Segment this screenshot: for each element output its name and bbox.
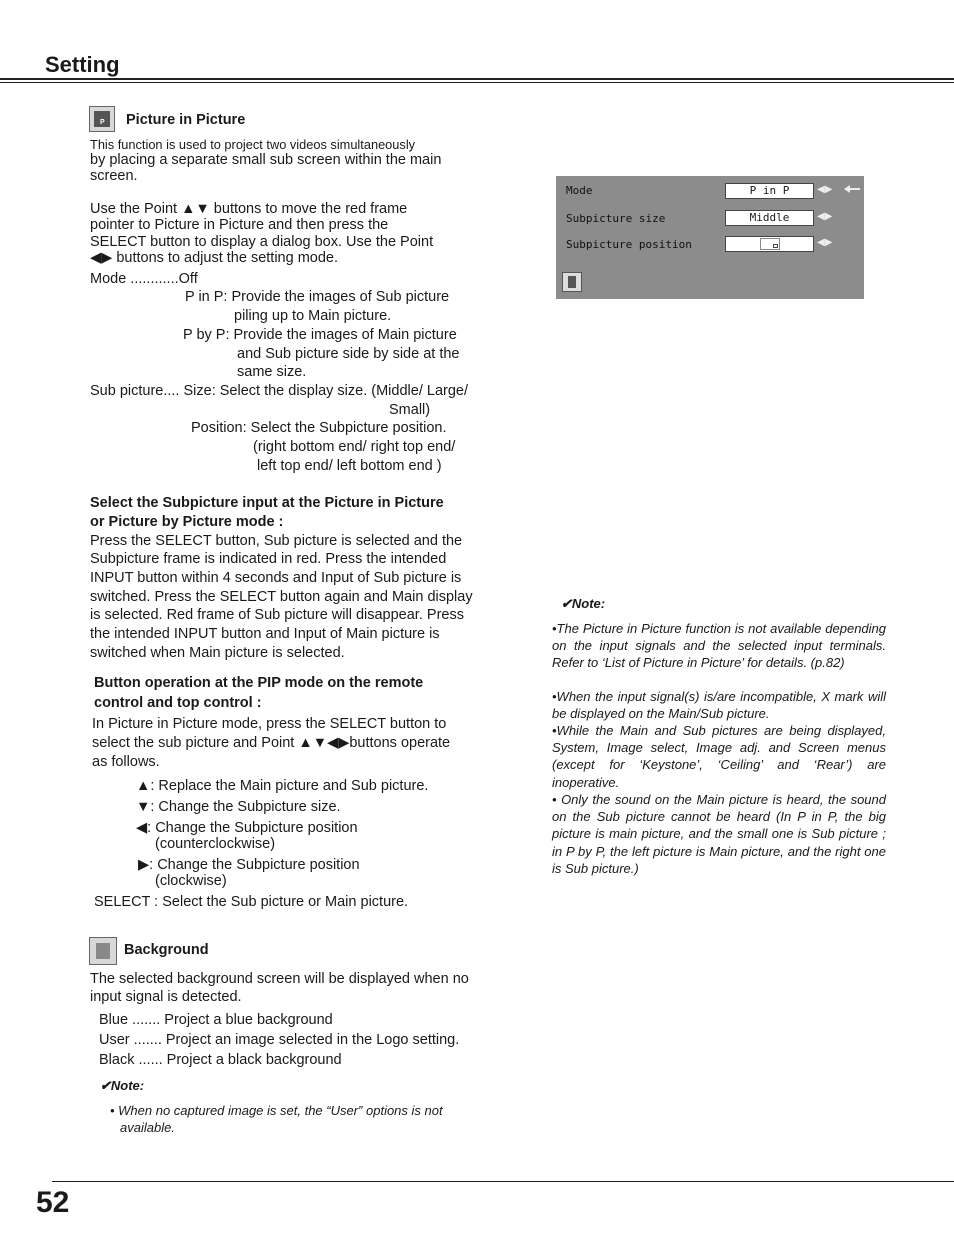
subinput-line: the intended INPUT button and Input of Main picture is xyxy=(90,626,440,642)
osd-left-right-arrows-icon: ◀▶ xyxy=(817,237,833,248)
background-option-user: User ....... Project an image selected in the Logo setting. xyxy=(99,1032,460,1048)
mode-pbyp-line: P by P: Provide the images of Main picture xyxy=(183,327,457,343)
buttonop-line: In Picture in Picture mode, press the SELECT button to xyxy=(92,716,447,732)
buttonop-down-line: ▼: Change the Subpicture size. xyxy=(136,799,341,815)
section-title-pip: Picture in Picture xyxy=(126,112,246,128)
footer-rule xyxy=(52,1181,954,1182)
pip-intro-line: This function is used to project two videos simultaneously xyxy=(90,137,416,152)
osd-mode-label: Mode xyxy=(566,184,593,197)
subpicture-size-line: Sub picture.... Size: Select the display size. (Middle/ Large/ xyxy=(90,383,468,399)
pip-note-item: •While the Main and Sub pictures are being displayed, System, Image select, Image adj. and Screen menus (except for ‘Keystone’, ‘Ceiling’ and ‘Rear’) are inoperative. xyxy=(552,723,886,790)
subinput-line: Press the SELECT button, Sub picture is selected and the xyxy=(90,533,463,549)
osd-position-graphic xyxy=(725,236,814,252)
osd-return-icon xyxy=(842,182,862,196)
background-line: input signal is detected. xyxy=(90,989,242,1005)
page-title: Setting xyxy=(45,52,120,77)
background-icon xyxy=(89,937,117,965)
subinput-line: INPUT button within 4 seconds and Input of Sub picture is xyxy=(90,570,462,586)
buttonop-left-line: (counterclockwise) xyxy=(155,836,276,852)
osd-left-right-arrows-icon: ◀▶ xyxy=(817,184,833,195)
pip-use-line: Use the Point ▲▼ buttons to move the red frame xyxy=(90,201,408,217)
pip-intro-line: by placing a separate small sub screen within the main xyxy=(90,152,442,168)
buttonop-right-line: (clockwise) xyxy=(155,873,227,889)
page-number: 52 xyxy=(36,1186,70,1219)
subinput-line: switched. Press the SELECT button again and Main display xyxy=(90,589,473,605)
buttonop-line: select the sub picture and Point ▲▼◀▶buttons operate xyxy=(92,735,451,751)
background-note-heading: ✔Note: xyxy=(100,1078,145,1093)
section-title-background: Background xyxy=(124,942,209,958)
mode-off-line: Mode ............Off xyxy=(90,271,198,287)
mode-pinp-line: piling up to Main picture. xyxy=(234,308,392,324)
osd-menu-icon xyxy=(562,272,582,292)
pip-menu-screenshot xyxy=(556,176,864,299)
buttonop-heading: Button operation at the PIP mode on the remote xyxy=(94,675,424,691)
subpicture-position-line: Position: Select the Subpicture position. xyxy=(191,420,447,436)
pip-note-heading: ✔Note: xyxy=(561,596,606,611)
osd-mode-value: P in P xyxy=(725,183,814,199)
header-rule-thin xyxy=(0,82,954,83)
background-line: The selected background screen will be displayed when no xyxy=(90,971,469,987)
buttonop-line: as follows. xyxy=(92,754,160,770)
pip-use-line: pointer to Picture in Picture and then press the xyxy=(90,217,389,233)
pip-note-item: • Only the sound on the Main picture is heard, the sound on the Sub picture cannot be heard (In P in P, the big picture is main picture, and the small one is Sub picture ; in P by P, the left picture is Main picture, and the right one is Sub picture.) xyxy=(552,792,886,876)
background-option-blue: Blue ....... Project a blue background xyxy=(99,1012,333,1028)
pip-note-item: •When the input signal(s) is/are incompatible, X mark will be displayed on the Main/Sub picture. xyxy=(552,689,886,722)
pip-use-line: SELECT button to display a dialog box. Use the Point xyxy=(90,234,434,250)
background-option-black: Black ...... Project a black background xyxy=(99,1052,342,1068)
pip-note-item: •The Picture in Picture function is not available depending on the input signals and the selected input terminals. Refer to ‘List of Picture in Picture’ for details. (p.82) xyxy=(552,621,886,671)
mode-pinp-line: P in P: Provide the images of Sub picture xyxy=(185,289,450,305)
subinput-line: Subpicture frame is indicated in red. Press the intended xyxy=(90,551,447,567)
picture-in-picture-icon: P xyxy=(89,106,115,132)
osd-position-label: Subpicture position xyxy=(566,238,692,251)
buttonop-up-line: ▲: Replace the Main picture and Sub picture. xyxy=(136,778,429,794)
subpicture-size-line: Small) xyxy=(389,402,431,418)
background-note-line: available. xyxy=(120,1120,175,1135)
subinput-heading: or Picture by Picture mode : xyxy=(90,514,284,530)
pip-use-line: ◀▶ buttons to adjust the setting mode. xyxy=(90,250,339,266)
mode-pbyp-line: same size. xyxy=(237,364,307,380)
subpicture-position-line: (right bottom end/ right top end/ xyxy=(253,439,456,455)
header-rule xyxy=(0,78,954,80)
osd-size-label: Subpicture size xyxy=(566,212,666,225)
osd-size-value: Middle xyxy=(725,210,814,226)
buttonop-heading: control and top control : xyxy=(94,695,262,711)
osd-left-right-arrows-icon: ◀▶ xyxy=(817,211,833,222)
subinput-line: switched when Main picture is selected. xyxy=(90,645,345,661)
buttonop-right-line: ▶: Change the Subpicture position xyxy=(138,857,360,873)
mode-pbyp-line: and Sub picture side by side at the xyxy=(237,346,460,362)
pip-intro-line: screen. xyxy=(90,168,138,184)
buttonop-select-line: SELECT : Select the Sub picture or Main picture. xyxy=(94,894,409,910)
buttonop-left-line: ◀: Change the Subpicture position xyxy=(136,820,358,836)
subinput-line: is selected. Red frame of Sub picture will disappear. Press xyxy=(90,607,464,623)
background-note-line: • When no captured image is set, the “User” options is not xyxy=(110,1103,443,1118)
subinput-heading: Select the Subpicture input at the Picture in Picture xyxy=(90,495,444,511)
subpicture-position-line: left top end/ left bottom end ) xyxy=(257,458,442,474)
